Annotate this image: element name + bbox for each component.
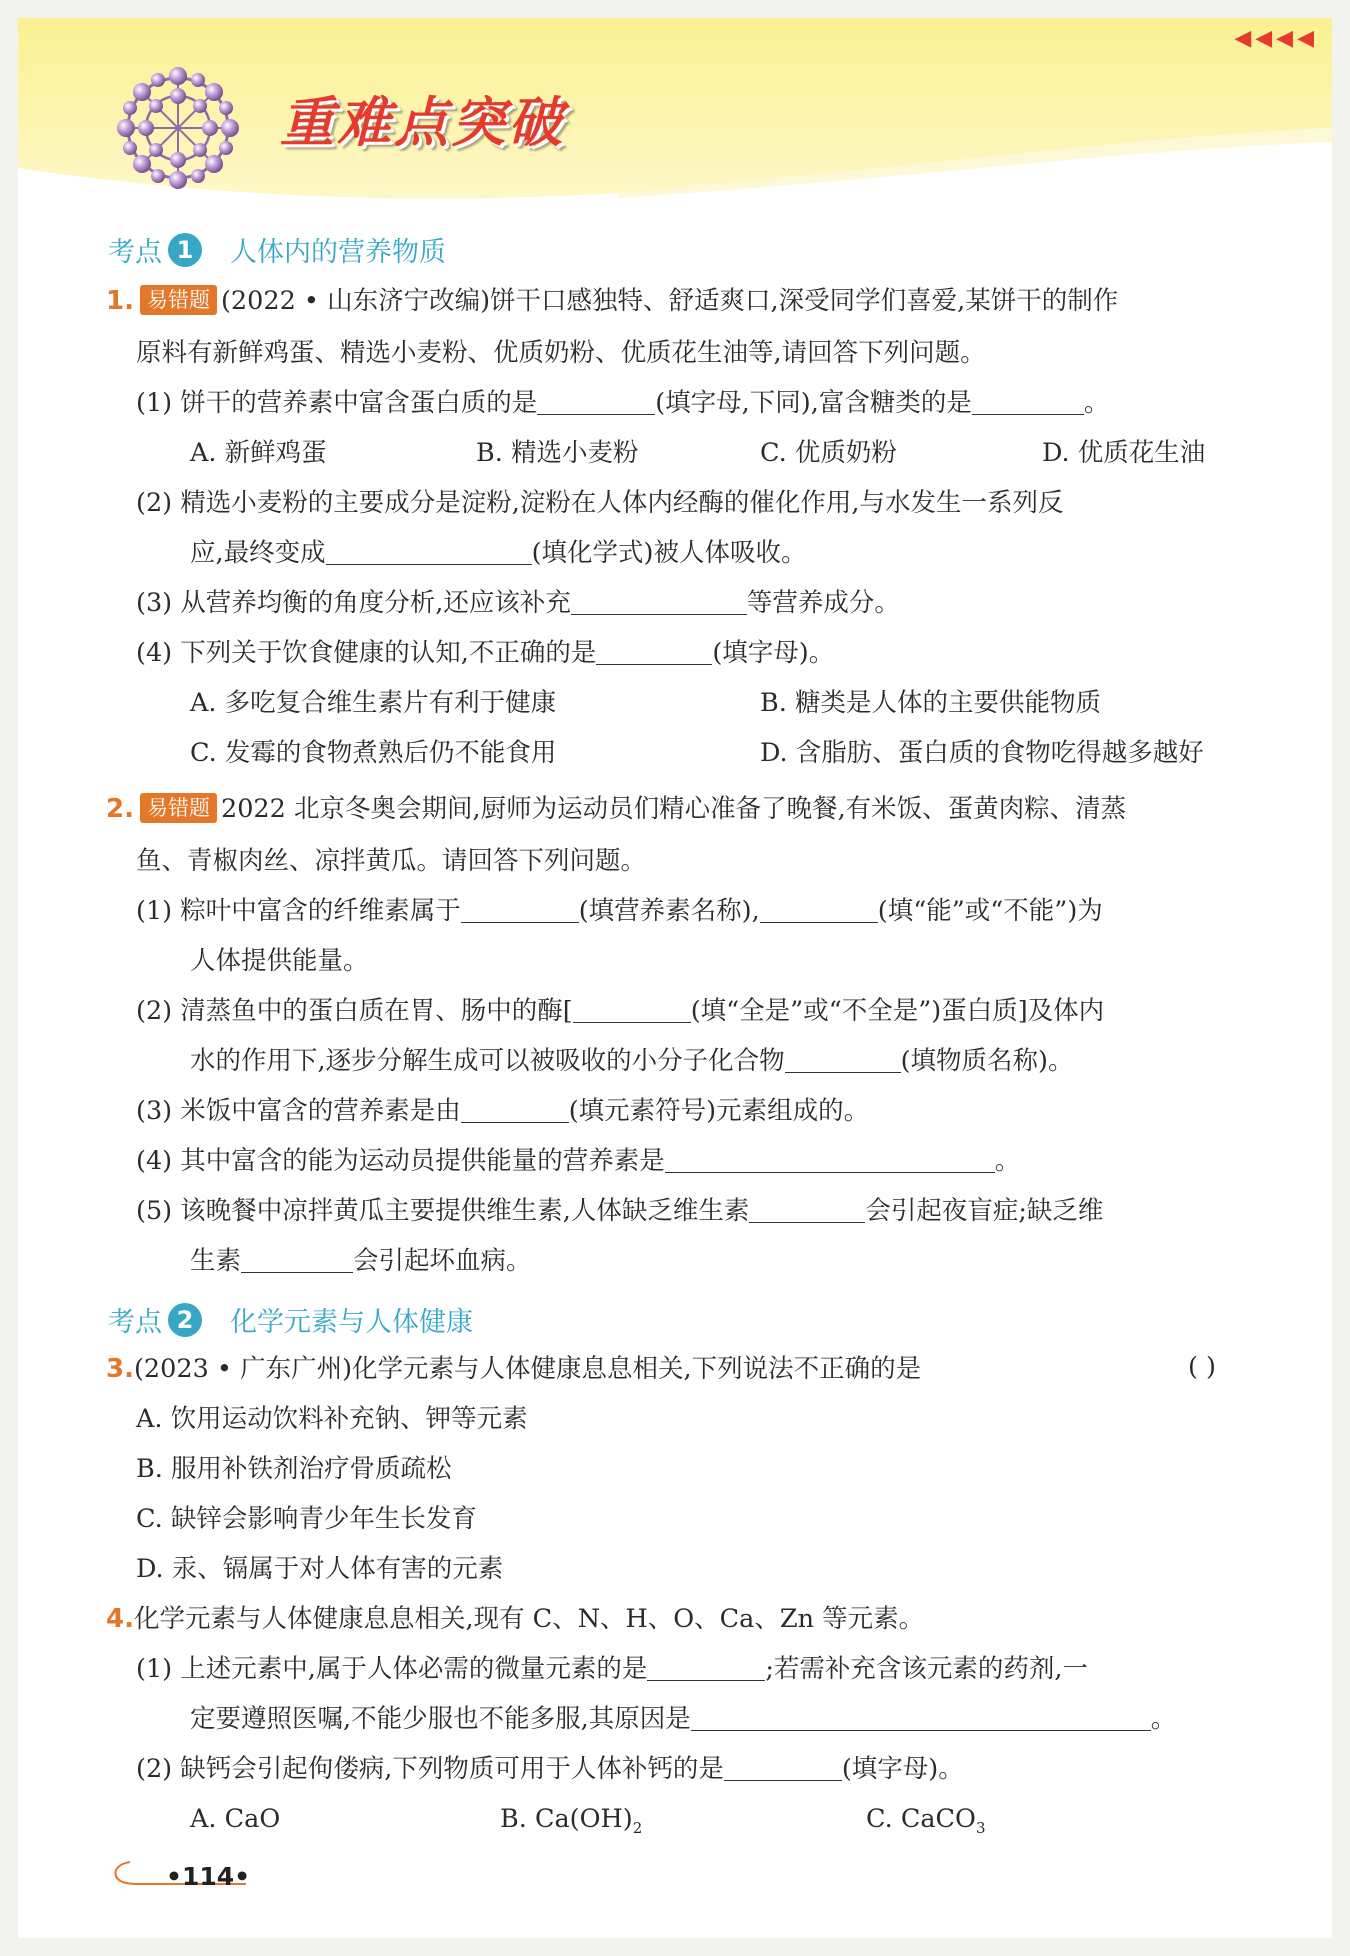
part-text: (1) 饼干的营养素中富含蛋白质的是	[136, 388, 538, 418]
part-text: (填物质名称)。	[900, 1046, 1074, 1076]
answer-blank[interactable]	[461, 896, 579, 923]
part-text: 。	[1150, 1704, 1177, 1734]
q1-option-b: B. 精选小麦粉	[476, 438, 639, 468]
section-title: 化学元素与人体健康	[230, 1307, 473, 1338]
page	[18, 18, 1332, 1938]
q1-p4-option-c: C. 发霉的食物煮熟后仍不能食用	[190, 738, 557, 768]
part-text: 定要遵照医嘱,不能少服也不能多服,其原因是	[190, 1704, 691, 1734]
q2-part-5-cont	[190, 1244, 532, 1278]
q4-part-1	[136, 1652, 1088, 1686]
arrows-icon: ◀◀◀◀	[1234, 26, 1318, 51]
question-text: (2023 • 广东广州)化学元素与人体健康息息相关,下列说法不正确的是	[133, 1354, 922, 1384]
question-number: 2.	[106, 794, 134, 824]
q3-option-c: C. 缺锌会影响青少年生长发育	[136, 1504, 477, 1534]
option-text: B. Ca(OH)	[500, 1804, 633, 1834]
q2-part-3	[136, 1094, 869, 1128]
section-title: 人体内的营养物质	[230, 237, 446, 268]
q4-part-1-cont	[190, 1702, 1176, 1736]
question-2-stem-2: 鱼、青椒肉丝、凉拌黄瓜。请回答下列问题。	[136, 846, 647, 876]
q4-option-b	[500, 1802, 642, 1845]
subscript: 3	[975, 1819, 986, 1838]
q2-part-2-cont	[190, 1044, 1074, 1078]
question-number: 1.	[106, 286, 134, 316]
section-heading-2	[108, 1300, 473, 1339]
question-number: 4.	[106, 1604, 134, 1634]
q2-part-1	[136, 894, 1103, 928]
subscript: 2	[632, 1819, 643, 1838]
answer-blank[interactable]	[647, 1654, 765, 1681]
question-3-stem	[106, 1352, 921, 1386]
answer-blank[interactable]	[665, 1146, 995, 1173]
error-prone-tag: 易错题	[140, 285, 217, 315]
part-text: (填化学式)被人体吸收。	[531, 538, 807, 568]
q2-part-4	[136, 1144, 1020, 1178]
q3-option-d: D. 汞、镉属于对人体有害的元素	[136, 1554, 504, 1584]
banner-background	[18, 18, 1332, 208]
section-heading-1	[108, 230, 446, 269]
answer-blank[interactable]	[461, 1096, 569, 1123]
section-label: 考点	[108, 237, 162, 268]
part-text: (2) 清蒸鱼中的蛋白质在胃、肠中的酶[	[136, 996, 573, 1026]
answer-blank[interactable]	[326, 538, 532, 565]
answer-blank[interactable]	[724, 1754, 842, 1781]
part-text: 。	[1083, 388, 1110, 418]
q1-option-d: D. 优质花生油	[1042, 438, 1206, 468]
part-text: (填字母)。	[841, 1754, 964, 1784]
section-label: 考点	[108, 1307, 162, 1338]
section-number-badge: 1	[168, 233, 202, 267]
q4-option-c	[866, 1802, 986, 1845]
page-number: •114•	[166, 1862, 251, 1891]
part-text: 等营养成分。	[746, 588, 900, 618]
question-4-stem	[106, 1602, 924, 1636]
answer-parentheses[interactable]: ( )	[1188, 1352, 1217, 1382]
q1-p4-option-b: B. 糖类是人体的主要供能物质	[760, 688, 1101, 718]
q1-part-4	[136, 636, 834, 670]
part-text: (1) 粽叶中富含的纤维素属于	[136, 896, 461, 926]
answer-blank[interactable]	[760, 896, 878, 923]
q2-part-1-cont: 人体提供能量。	[190, 946, 369, 976]
part-text: 生素	[190, 1246, 242, 1276]
answer-blank[interactable]	[537, 388, 655, 415]
q1-part-1	[136, 386, 1109, 420]
question-1-stem	[106, 284, 1118, 318]
part-text: 。	[994, 1146, 1021, 1176]
part-text: 会引起夜盲症;缺乏维	[865, 1196, 1104, 1226]
q3-option-a: A. 饮用运动饮料补充钠、钾等元素	[136, 1404, 528, 1434]
part-text: (2) 缺钙会引起佝偻病,下列物质可用于人体补钙的是	[136, 1754, 724, 1784]
part-text: (填“全是”或“不全是”)蛋白质]及体内	[690, 996, 1105, 1026]
part-text: 水的作用下,逐步分解生成可以被吸收的小分子化合物	[190, 1046, 785, 1076]
part-text: (填字母)。	[712, 638, 835, 668]
answer-blank[interactable]	[596, 638, 712, 665]
q4-option-a: A. CaO	[190, 1804, 281, 1834]
part-text: (填字母,下同),富含糖类的是	[655, 388, 972, 418]
part-text: (填“能”或“不能”)为	[877, 896, 1103, 926]
answer-blank[interactable]	[972, 388, 1084, 415]
part-text: ;若需补充含该元素的药剂,一	[765, 1654, 1089, 1684]
answer-blank[interactable]	[241, 1246, 353, 1273]
part-text: (4) 其中富含的能为运动员提供能量的营养素是	[136, 1146, 665, 1176]
option-text: C. CaCO	[866, 1804, 976, 1834]
part-text: (填营养素名称),	[578, 896, 760, 926]
answer-blank[interactable]	[749, 1196, 865, 1223]
part-text: 应,最终变成	[190, 538, 326, 568]
q1-part-2-cont	[190, 536, 807, 570]
question-1-stem-2: 原料有新鲜鸡蛋、精选小麦粉、优质奶粉、优质花生油等,请回答下列问题。	[136, 338, 986, 368]
q1-option-c: C. 优质奶粉	[760, 438, 897, 468]
question-text: 化学元素与人体健康息息相关,现有 C、N、H、O、Ca、Zn 等元素。	[133, 1604, 925, 1634]
question-text: 2022 北京冬奥会期间,厨师为运动员们精心准备了晚餐,有米饭、蛋黄肉粽、清蒸	[220, 794, 1127, 824]
answer-blank[interactable]	[573, 996, 691, 1023]
question-number: 3.	[106, 1354, 134, 1384]
section-number-badge: 2	[168, 1303, 202, 1337]
answer-blank[interactable]	[691, 1704, 1151, 1731]
q1-p4-option-a: A. 多吃复合维生素片有利于健康	[190, 688, 557, 718]
answer-blank[interactable]	[785, 1046, 901, 1073]
header-banner	[18, 18, 1332, 208]
q3-option-b: B. 服用补铁剂治疗骨质疏松	[136, 1454, 452, 1484]
error-prone-tag: 易错题	[140, 793, 217, 823]
q1-option-a: A. 新鲜鸡蛋	[190, 438, 327, 468]
part-text: (3) 米饭中富含的营养素是由	[136, 1096, 461, 1126]
q1-part-3	[136, 586, 900, 620]
q1-p4-option-d: D. 含脂肪、蛋白质的食物吃得越多越好	[760, 738, 1204, 768]
part-text: (5) 该晚餐中凉拌黄瓜主要提供维生素,人体缺乏维生素	[136, 1196, 750, 1226]
q1-part-2: (2) 精选小麦粉的主要成分是淀粉,淀粉在人体内经酶的催化作用,与水发生一系列反	[136, 488, 1064, 518]
q4-part-2	[136, 1752, 964, 1786]
question-2-stem	[106, 792, 1126, 826]
q2-part-2	[136, 994, 1104, 1028]
part-text: (4) 下列关于饮食健康的认知,不正确的是	[136, 638, 597, 668]
part-text: (3) 从营养均衡的角度分析,还应该补充	[136, 588, 571, 618]
question-text: (2022 • 山东济宁改编)饼干口感独特、舒适爽口,深受同学们喜爱,某饼干的制作	[220, 286, 1119, 316]
q2-part-5	[136, 1194, 1103, 1228]
part-text: (填元素符号)元素组成的。	[568, 1096, 870, 1126]
part-text: 会引起坏血病。	[353, 1246, 532, 1276]
part-text: (1) 上述元素中,属于人体必需的微量元素的是	[136, 1654, 648, 1684]
answer-blank[interactable]	[571, 588, 747, 615]
banner-title: 重难点突破	[280, 91, 565, 154]
